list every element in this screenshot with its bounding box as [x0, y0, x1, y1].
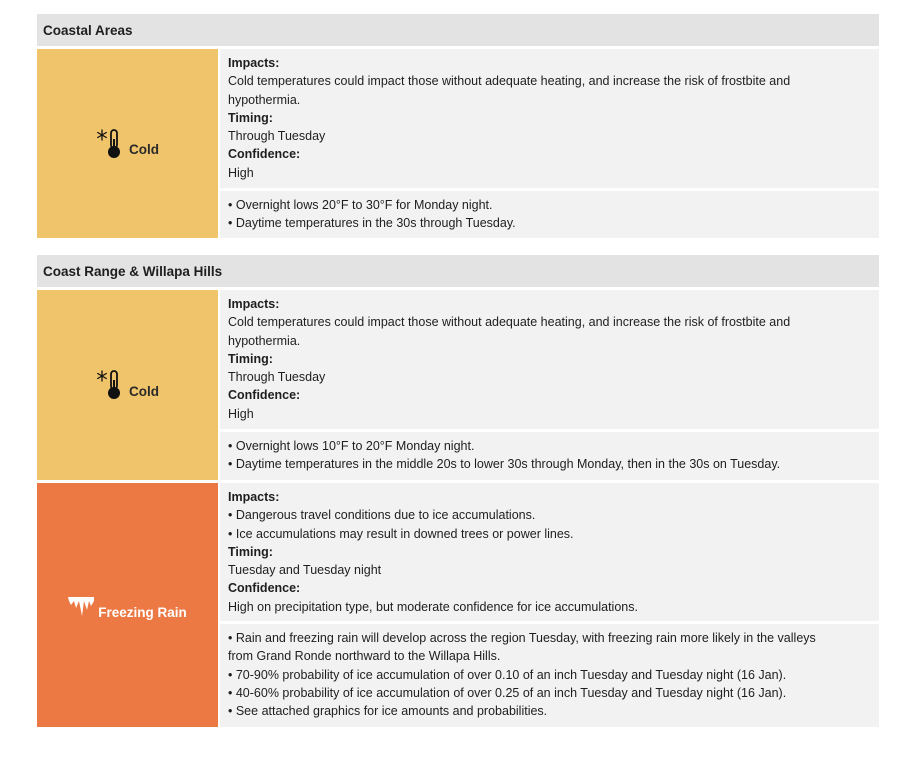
impacts-text-line: hypothermia.: [228, 333, 301, 348]
thermometer-snowflake-icon: [96, 369, 128, 401]
details-bullets-cell: [220, 624, 879, 727]
confidence-label: Confidence:: [228, 388, 301, 403]
hazard-row-cold: [37, 49, 879, 238]
hazard-details: [220, 483, 879, 727]
bullet-item: • Rain and freezing rain will develop across the region Tuesday, with freezing rain more likely in the valleys: [228, 631, 816, 645]
bullet-item: • Overnight lows 20°F to 30°F for Monday night.: [228, 198, 493, 212]
details-bullets-cell: [220, 191, 879, 238]
timing-value: Through Tuesday: [228, 370, 326, 385]
impacts-text-line: Cold temperatures could impact those without adequate heating, and increase the risk of frostbite and: [228, 74, 791, 89]
impacts-bullet: • Ice accumulations may result in downed trees or power lines.: [228, 526, 574, 541]
hazard-details: [220, 290, 879, 480]
confidence-value: High: [228, 406, 254, 421]
impacts-label: Impacts:: [228, 490, 280, 504]
timing-label: Timing:: [228, 544, 273, 559]
hazard-label: Cold: [129, 142, 159, 157]
confidence-label: Confidence:: [228, 147, 301, 162]
hazard-label: Freezing Rain: [98, 604, 187, 620]
hazard-row-cold: [37, 290, 879, 480]
section-header-coast-range-willapa-hills: [37, 255, 879, 287]
thermometer-snowflake-icon: [96, 128, 128, 160]
bullet-item: • See attached graphics for ice amounts and probabilities.: [228, 704, 548, 719]
confidence-value: High on precipitation type, but moderate confidence for ice accumulations.: [228, 599, 638, 614]
impacts-text-line: hypothermia.: [228, 92, 301, 107]
impacts-timing-confidence-cell: [220, 290, 879, 429]
bullet-item: • 40-60% probability of ice accumulation of over 0.25 of an inch Tuesday and Tuesday night (16 Jan).: [228, 685, 787, 700]
timing-value: Through Tuesday: [228, 129, 326, 144]
impacts-bullet: • Dangerous travel conditions due to ice accumulations.: [228, 508, 536, 523]
bullet-item: • Daytime temperatures in the middle 20s to lower 30s through Monday, then in the 30s on Tuesday.: [228, 457, 781, 472]
bullet-item: • 70-90% probability of ice accumulation of over 0.10 of an inch Tuesday and Tuesday night (16 Jan).: [228, 667, 787, 682]
hazard-cell-freezing-rain: [37, 483, 218, 727]
hazard-details: [220, 49, 879, 238]
timing-label: Timing:: [228, 110, 273, 125]
section-title: Coast Range & Willapa Hills: [43, 263, 223, 279]
hazard-cell-cold: [37, 290, 218, 480]
icicles-icon: [68, 596, 94, 620]
hazard-cell-cold: [37, 49, 218, 238]
bullet-item: • Daytime temperatures in the 30s through Tuesday.: [228, 216, 516, 231]
impacts-text-line: Cold temperatures could impact those without adequate heating, and increase the risk of frostbite and: [228, 315, 791, 330]
confidence-label: Confidence:: [228, 581, 301, 596]
section-header-coastal-areas: [37, 14, 879, 46]
bullet-item: • Overnight lows 10°F to 20°F Monday night.: [228, 439, 475, 453]
impacts-timing-confidence-cell: [220, 49, 879, 188]
confidence-value: High: [228, 165, 254, 180]
timing-label: Timing:: [228, 351, 273, 366]
hazard-row-freezing-rain: [37, 483, 879, 727]
details-bullets-cell: [220, 432, 879, 480]
bullet-item: from Grand Ronde northward to the Willapa Hills.: [228, 649, 501, 664]
impacts-label: Impacts:: [228, 56, 280, 70]
timing-value: Tuesday and Tuesday night: [228, 563, 382, 578]
impacts-timing-confidence-cell: [220, 483, 879, 621]
impacts-label: Impacts:: [228, 297, 280, 311]
section-title: Coastal Areas: [43, 22, 133, 38]
hazard-label: Cold: [129, 383, 159, 399]
